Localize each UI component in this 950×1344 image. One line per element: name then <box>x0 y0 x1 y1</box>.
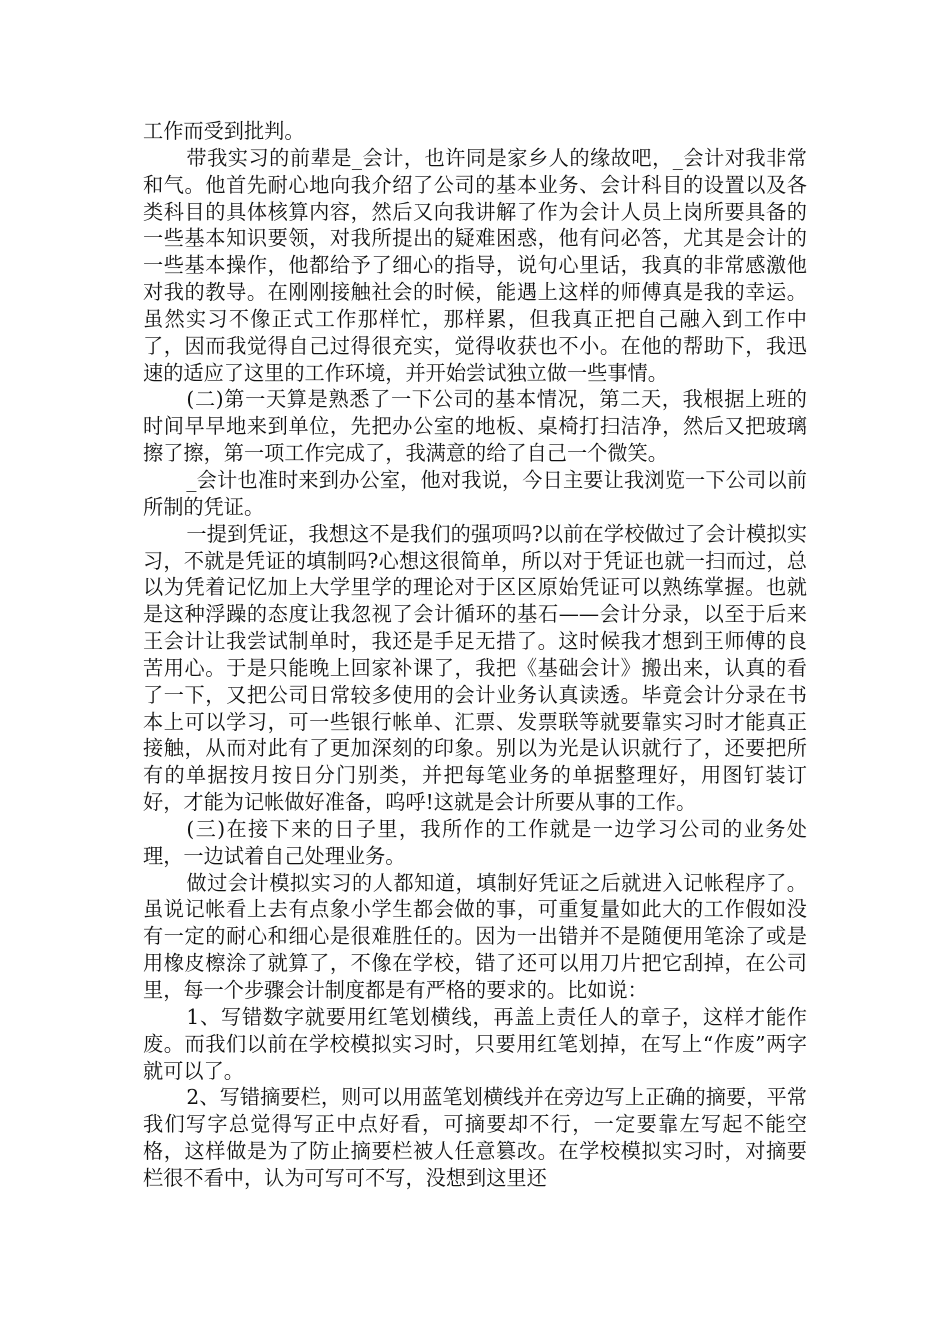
paragraph-7: 做过会计模拟实习的人都知道，填制好凭证之后就进入记帐程序了。虽说记帐看上去有点象小学生都会做的事，可重复量如此大的工作假如没有一定的耐心和细心是很难胜任的。因为一出错并不是随便用笔涂了或是用橡皮檫涂了就算了，不像在学校，错了还可以用刀片把它刮掉，在公司里，每一个步骤会计制度都是有严格的要求的。比如说： <box>143 870 807 1002</box>
paragraph-5: 一提到凭证，我想这不是我们的强项吗?以前在学校做过了会计模拟实习，不就是凭证的填制吗?心想这很简单，所以对于凭证也就一扫而过，总以为凭着记忆加上大学里学的理论对于区区原始凭证可以熟练掌握。也就是这种浮躁的态度让我忽视了会计循环的基石——会计分录，以至于后来王会计让我尝试制单时，我还是手足无措了。这时候我才想到王师傅的良苦用心。于是只能晚上回家补课了，我把《基础会计》搬出来，认真的看了一下，又把公司日常较多使用的会计业务认真读透。毕竟会计分录在书本上可以学习，可一些银行帐单、汇票、发票联等就要靠实习时才能真正接触，从而对此有了更加深刻的印象。别以为光是认识就行了，还要把所有的单据按月按日分门别类，并把每笔业务的单据整理好，用图钉装订好，才能为记帐做好准备，呜呼!这就是会计所要从事的工作。 <box>143 521 807 815</box>
paragraph-9: 2、写错摘要栏，则可以用蓝笔划横线并在旁边写上正确的摘要，平常我们写字总觉得写正中点好看，可摘要却不行，一定要靠左写起不能空格，这样做是为了防止摘要栏被人任意篡改。在学校模拟实习时，对摘要栏很不看中，认为可写可不写，没想到这里还 <box>143 1085 807 1190</box>
paragraph-1: 工作而受到批判。 <box>143 119 305 143</box>
paragraph-4: _会计也准时来到办公室，他对我说，今日主要让我浏览一下公司以前所制的凭证。 <box>143 467 807 519</box>
paragraph-3: (二)第一天算是熟悉了一下公司的基本情况，第二天，我根据上班的时间早早地来到单位，先把办公室的地板、桌椅打扫洁净，然后又把玻璃擦了擦，第一项工作完成了，我满意的给了自己一个微笑。 <box>143 387 807 466</box>
document-body <box>143 118 807 1192</box>
paragraph-2: 带我实习的前辈是_会计，也许同是家乡人的缘故吧，_会计对我非常和气。他首先耐心地向我介绍了公司的基本业务、会计科目的设置以及各类科目的具体核算内容，然后又向我讲解了作为会计人员上岗所要具备的一些基本知识要领，对我所提出的疑难困惑，他有问必答，尤其是会计的一些基本操作，他都给予了细心的指导，说句心里话，我真的非常感激他对我的教导。在刚刚接触社会的时候，能遇上这样的师傅真是我的幸运。虽然实习不像正式工作那样忙，那样累，但我真正把自己融入到工作中了，因而我觉得自己过得很充实，觉得收获也不小。在他的帮助下，我迅速的适应了这里的工作环境，并开始尝试独立做一些事情。 <box>143 145 807 385</box>
paragraph-6: (三)在接下来的日子里，我所作的工作就是一边学习公司的业务处理，一边试着自己处理业务。 <box>143 816 807 868</box>
paragraph-8: 1、写错数字就要用红笔划横线，再盖上责任人的章子，这样才能作废。而我们以前在学校模拟实习时，只要用红笔划掉，在写上“作废”两字就可以了。 <box>143 1004 807 1083</box>
